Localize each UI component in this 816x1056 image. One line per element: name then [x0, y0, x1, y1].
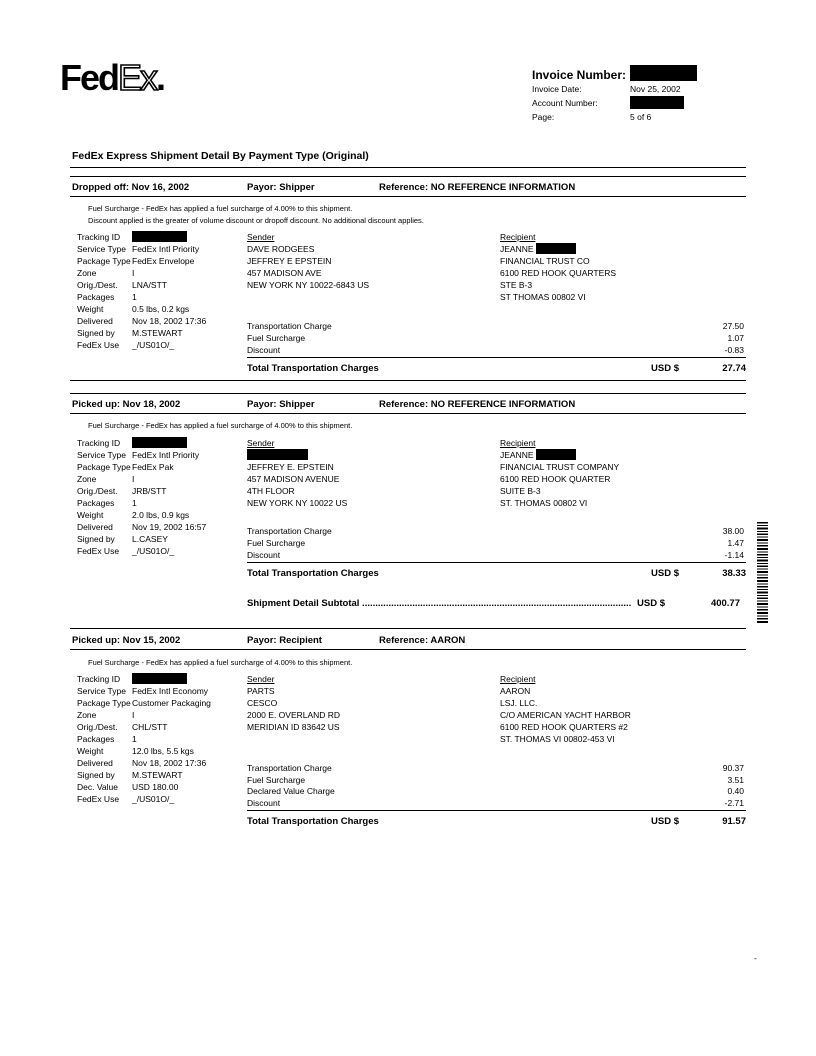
packages-value: 1 — [132, 292, 137, 302]
discount-value: -0.83 — [724, 345, 744, 355]
sender-line: MERIDIAN ID 83642 US — [247, 722, 340, 732]
fedex-use-value: _/US01O/_ — [132, 340, 175, 350]
transport-value: 27.50 — [722, 321, 744, 331]
recipient-redaction — [536, 243, 576, 254]
signed-label: Signed by — [77, 328, 115, 338]
weight-label: Weight — [77, 746, 104, 756]
recipient-name: JEANNE — [500, 244, 534, 254]
sender-heading: Sender — [247, 232, 275, 242]
subtotal-currency: USD $ — [637, 598, 665, 609]
package-label: Package Type — [77, 256, 131, 266]
logo-ex: Ex — [118, 57, 157, 98]
recipient-redaction — [536, 449, 576, 460]
recipient-line: AARON — [500, 686, 531, 696]
fuel-value: 1.47 — [727, 538, 744, 548]
orig-value: CHL/STT — [132, 722, 168, 732]
tracking-redaction — [132, 437, 187, 448]
packages-value: 1 — [132, 734, 137, 744]
recipient-line: 6100 RED HOOK QUARTERS #2 — [500, 722, 628, 732]
shipment-payor: Payor: Shipper — [247, 182, 315, 193]
declared-value-charge-label: Declared Value Charge — [247, 786, 335, 796]
transport-value: 38.00 — [722, 526, 744, 536]
recipient-line: C/O AMERICAN YACHT HARBOR — [500, 710, 631, 720]
recipient-line: ST. THOMAS VI 00802-453 VI — [500, 734, 615, 744]
transport-label: Transportation Charge — [247, 321, 332, 331]
fedex-logo — [60, 57, 165, 98]
service-value: FedEx Intl Priority — [132, 450, 200, 460]
dec-value-value: USD 180.00 — [132, 782, 179, 792]
delivered-label: Delivered — [77, 522, 113, 532]
zone-label: Zone — [77, 474, 97, 484]
fuel-value: 3.51 — [727, 775, 744, 785]
service-label: Service Type — [77, 244, 126, 254]
declared-value-charge-value: 0.40 — [727, 786, 744, 796]
fuel-label: Fuel Surcharge — [247, 775, 306, 785]
weight-value: 0.5 lbs, 0.2 kgs — [132, 304, 190, 314]
package-value: FedEx Pak — [132, 462, 174, 472]
service-label: Service Type — [77, 686, 126, 696]
signed-value: M.STEWART — [132, 328, 183, 338]
tracking-redaction — [132, 231, 187, 242]
recipient-heading: Recipient — [500, 438, 536, 448]
recipient-heading: Recipient — [500, 232, 536, 242]
discount-value: -1.14 — [724, 550, 744, 560]
discount-value: -2.71 — [724, 798, 744, 808]
shipment-payor: Payor: Shipper — [247, 399, 315, 410]
transport-value: 90.37 — [722, 763, 744, 773]
shipment-note: Fuel Surcharge - FedEx has applied a fuel surcharge of 4.00% to this shipment. — [88, 204, 353, 213]
recipient-line: STE B-3 — [500, 280, 533, 290]
sender-line: CESCO — [247, 698, 278, 708]
fedex-use-value: _/US01O/_ — [132, 794, 175, 804]
sender-line: NEW YORK NY 10022-6843 US — [247, 280, 370, 290]
recipient-line: ST THOMAS 00802 VI — [500, 292, 586, 302]
total-rule — [247, 562, 746, 563]
shipment-note: Discount applied is the greater of volume discount or dropoff discount. No additional discount applies. — [88, 216, 424, 225]
total-currency: USD $ — [651, 816, 679, 827]
recipient-line: LSJ. LLC. — [500, 698, 538, 708]
fuel-label: Fuel Surcharge — [247, 333, 306, 343]
account-number-label: Account Number: — [532, 98, 598, 108]
transport-label: Transportation Charge — [247, 526, 332, 536]
tracking-label: Tracking ID — [77, 438, 121, 448]
fuel-value: 1.07 — [727, 333, 744, 343]
discount-label: Discount — [247, 798, 281, 808]
total-label: Total Transportation Charges — [247, 363, 379, 374]
dec-value-label: Dec. Value — [77, 782, 118, 792]
package-value: Customer Packaging — [132, 698, 211, 708]
packages-label: Packages — [77, 292, 115, 302]
sender-heading: Sender — [247, 674, 275, 684]
page-number: 5 of 6 — [630, 112, 652, 122]
tracking-redaction — [132, 673, 187, 684]
section-rule — [70, 649, 746, 650]
section-rule — [70, 393, 746, 394]
fedex-use-value: _/US01O/_ — [132, 546, 175, 556]
recipient-line: SUITE B-3 — [500, 486, 541, 496]
recipient-line: 6100 RED HOOK QUARTERS — [500, 268, 617, 278]
recipient-line: 6100 RED HOOK QUARTER — [500, 474, 611, 484]
delivered-value: Nov 18, 2002 17:36 — [132, 758, 207, 768]
logo-fed: Fed — [60, 57, 119, 98]
total-currency: USD $ — [651, 363, 679, 374]
shipment-date: Picked up: Nov 15, 2002 — [72, 635, 181, 646]
tracking-label: Tracking ID — [77, 232, 121, 242]
fuel-label: Fuel Surcharge — [247, 538, 306, 548]
page-label: Page: — [532, 112, 555, 122]
shipment-note: Fuel Surcharge - FedEx has applied a fuel surcharge of 4.00% to this shipment. — [88, 421, 353, 430]
subtotal-label: Shipment Detail Subtotal ...................................................................................................... — [247, 598, 632, 609]
section-end-rule — [70, 628, 746, 629]
weight-label: Weight — [77, 510, 104, 520]
recipient-line: FINANCIAL TRUST CO — [500, 256, 590, 266]
barcode-graphic — [757, 522, 768, 624]
zone-value: I — [132, 710, 135, 720]
zone-value: I — [132, 474, 135, 484]
total-rule — [247, 357, 746, 358]
fedex-use-label: FedEx Use — [77, 546, 120, 556]
zone-label: Zone — [77, 710, 97, 720]
title-rule — [70, 167, 746, 168]
shipment-reference: Reference: AARON — [379, 635, 466, 646]
invoice-date: Nov 25, 2002 — [630, 84, 681, 94]
package-label: Package Type — [77, 698, 131, 708]
package-label: Package Type — [77, 462, 131, 472]
packages-value: 1 — [132, 498, 137, 508]
weight-value: 12.0 lbs, 5.5 kgs — [132, 746, 194, 756]
weight-label: Weight — [77, 304, 104, 314]
sender-line: JEFFREY E. EPSTEIN — [247, 462, 334, 472]
section-rule — [70, 413, 746, 414]
total-value: 91.57 — [722, 816, 746, 827]
shipment-date: Picked up: Nov 18, 2002 — [72, 399, 181, 410]
total-currency: USD $ — [651, 568, 679, 579]
orig-label: Orig./Dest. — [77, 486, 118, 496]
sender-line: 457 MADISON AVE — [247, 268, 322, 278]
shipment-note: Fuel Surcharge - FedEx has applied a fuel surcharge of 4.00% to this shipment. — [88, 658, 353, 667]
signed-value: L.CASEY — [132, 534, 168, 544]
orig-value: LNA/STT — [132, 280, 167, 290]
sender-heading: Sender — [247, 438, 275, 448]
delivered-value: Nov 18, 2002 17:36 — [132, 316, 207, 326]
sender-line: 457 MADISON AVENUE — [247, 474, 340, 484]
signed-value: M.STEWART — [132, 770, 183, 780]
sender-line: PARTS — [247, 686, 275, 696]
sender-line: 2000 E. OVERLAND RD — [247, 710, 341, 720]
signed-label: Signed by — [77, 534, 115, 544]
fedex-use-label: FedEx Use — [77, 794, 120, 804]
delivered-label: Delivered — [77, 758, 113, 768]
fedex-use-label: FedEx Use — [77, 340, 120, 350]
shipment-payor: Payor: Recipient — [247, 635, 322, 646]
footer-mark: - — [754, 953, 757, 963]
weight-value: 2.0 lbs, 0.9 kgs — [132, 510, 190, 520]
invoice-date-label: Invoice Date: — [532, 84, 582, 94]
invoice-number-redaction — [630, 65, 697, 81]
sender-line: DAVE RODGEES — [247, 244, 315, 254]
sender-line: JEFFREY E EPSTEIN — [247, 256, 332, 266]
sender-line: NEW YORK NY 10022 US — [247, 498, 348, 508]
invoice-number-label: Invoice Number: — [532, 68, 627, 82]
packages-label: Packages — [77, 498, 115, 508]
tracking-label: Tracking ID — [77, 674, 121, 684]
discount-label: Discount — [247, 345, 281, 355]
zone-label: Zone — [77, 268, 97, 278]
discount-label: Discount — [247, 550, 281, 560]
total-rule — [247, 810, 746, 811]
total-label: Total Transportation Charges — [247, 568, 379, 579]
packages-label: Packages — [77, 734, 115, 744]
recipient-line: ST. THOMAS 00802 VI — [500, 498, 588, 508]
delivered-label: Delivered — [77, 316, 113, 326]
section-end-rule — [70, 380, 746, 381]
recipient-line: FINANCIAL TRUST COMPANY — [500, 462, 620, 472]
document-title: FedEx Express Shipment Detail By Payment Type (Original) — [72, 150, 369, 162]
total-label: Total Transportation Charges — [247, 816, 379, 827]
shipment-reference: Reference: NO REFERENCE INFORMATION — [379, 182, 576, 193]
section-rule — [70, 196, 746, 197]
account-number-redaction — [630, 96, 684, 109]
total-value: 38.33 — [722, 568, 746, 579]
sender-redaction — [247, 449, 308, 460]
service-value: FedEx Intl Priority — [132, 244, 200, 254]
service-label: Service Type — [77, 450, 126, 460]
section-rule — [70, 176, 746, 177]
delivered-value: Nov 19, 2002 16:57 — [132, 522, 207, 532]
total-value: 27.74 — [722, 363, 746, 374]
signed-label: Signed by — [77, 770, 115, 780]
transport-label: Transportation Charge — [247, 763, 332, 773]
logo-dot: . — [156, 57, 165, 98]
orig-label: Orig./Dest. — [77, 280, 118, 290]
shipment-reference: Reference: NO REFERENCE INFORMATION — [379, 399, 576, 410]
subtotal-value: 400.77 — [710, 598, 740, 609]
service-value: FedEx Intl Economy — [132, 686, 209, 696]
orig-value: JRB/STT — [132, 486, 167, 496]
recipient-heading: Recipient — [500, 674, 536, 684]
zone-value: I — [132, 268, 135, 278]
recipient-name: JEANNE — [500, 450, 534, 460]
shipment-date: Dropped off: Nov 16, 2002 — [72, 182, 190, 193]
package-value: FedEx Envelope — [132, 256, 195, 266]
orig-label: Orig./Dest. — [77, 722, 118, 732]
sender-line: 4TH FLOOR — [247, 486, 295, 496]
